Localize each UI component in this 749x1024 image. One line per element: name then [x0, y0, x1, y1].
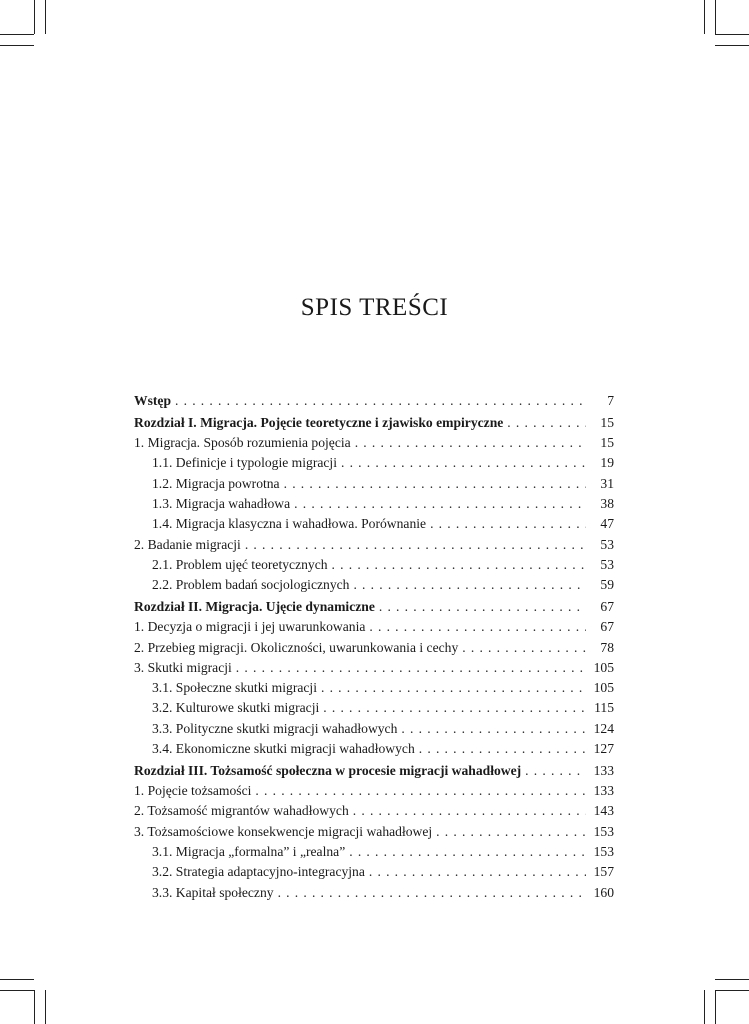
toc-entry-label: 1.4. Migracja klasyczna i wahadłowa. Porównanie	[152, 516, 427, 532]
crop-mark-bottom-left-vertical	[34, 990, 35, 1024]
toc-entry	[134, 660, 614, 680]
toc-entry-label: 2. Przebieg migracji. Okoliczności, uwarunkowania i cechy	[134, 639, 459, 655]
crop-mark-top-left-horizontal	[0, 34, 34, 35]
crop-mark-top-left-vertical	[34, 0, 35, 34]
toc-entry-page-number: 15	[600, 435, 614, 451]
toc-leader-dots	[236, 660, 586, 676]
toc-entry	[134, 393, 614, 413]
crop-mark-top-right-horizontal	[715, 34, 749, 35]
toc-entry-label: 3.2. Strategia adaptacyjno-integracyjna	[152, 864, 365, 880]
toc-entry-page-number: 15	[600, 414, 614, 430]
toc-entry	[134, 516, 614, 536]
toc-leader-dots	[379, 599, 586, 615]
crop-mark-top-left-horizontal-inner	[0, 45, 34, 46]
toc-entry-page-number: 133	[593, 783, 614, 799]
toc-entry-label: 3.4. Ekonomiczne skutki migracji wahadłowych	[152, 741, 415, 757]
toc-leader-dots	[321, 680, 586, 696]
toc-entry-label: 3.1. Migracja „formalna” i „realna”	[152, 844, 346, 860]
toc-entry-page-number: 153	[593, 823, 614, 839]
toc-entry-page-number: 67	[600, 619, 614, 635]
toc-entry-label: 1. Decyzja o migracji i jej uwarunkowania	[134, 619, 366, 635]
toc-entry	[134, 680, 614, 700]
toc-entry-page-number: 59	[600, 577, 614, 593]
crop-mark-bottom-left-horizontal-inner	[0, 990, 34, 991]
toc-leader-dots	[284, 476, 586, 492]
toc-leader-dots	[353, 577, 586, 593]
toc-leader-dots	[349, 844, 586, 860]
toc-leader-dots	[430, 516, 586, 532]
toc-entry-page-number: 157	[593, 864, 614, 880]
crop-mark-top-right-vertical-inner	[715, 0, 716, 34]
toc-entry-page-number: 105	[593, 680, 614, 696]
toc-leader-dots	[341, 455, 586, 471]
toc-entry-page-number: 127	[593, 741, 614, 757]
toc-entry-page-number: 133	[593, 762, 614, 778]
toc-entry	[134, 435, 614, 455]
crop-mark-bottom-right-horizontal	[715, 979, 749, 980]
crop-mark-bottom-right-horizontal-inner	[715, 990, 749, 991]
toc-leader-dots	[355, 435, 586, 451]
toc-entry	[134, 455, 614, 475]
toc-entry	[134, 640, 614, 660]
crop-mark-bottom-left-horizontal	[0, 979, 34, 980]
toc-entry-label: Rozdział II. Migracja. Ujęcie dynamiczne	[134, 598, 375, 614]
toc-leader-dots	[401, 721, 586, 737]
toc-entry	[134, 844, 614, 864]
toc-entry	[134, 476, 614, 496]
toc-entry-page-number: 78	[600, 639, 614, 655]
toc-entry-label: 2.2. Problem badań socjologicznych	[152, 577, 350, 593]
toc-entry-label: 3.3. Kapitał społeczny	[152, 884, 274, 900]
toc-entry	[134, 415, 614, 435]
toc-entry-label: 3. Tożsamościowe konsekwencje migracji wahadłowej	[134, 823, 433, 839]
toc-leader-dots	[462, 640, 586, 656]
toc-entry-label: 2. Tożsamość migrantów wahadłowych	[134, 803, 349, 819]
toc-entry-page-number: 38	[600, 495, 614, 511]
toc-entry	[134, 885, 614, 905]
toc-entry-label: 1.3. Migracja wahadłowa	[152, 495, 291, 511]
toc-entry-page-number: 67	[600, 598, 614, 614]
toc-entry-label: 1.1. Definicje i typologie migracji	[152, 455, 337, 471]
toc-entry-label: 2.1. Problem ujęć teoretycznych	[152, 556, 328, 572]
crop-mark-bottom-right-vertical	[704, 990, 705, 1024]
toc-leader-dots	[507, 415, 586, 431]
toc-entry-label: 3.3. Polityczne skutki migracji wahadłowych	[152, 720, 398, 736]
table-of-contents	[134, 393, 614, 905]
toc-leader-dots	[353, 803, 586, 819]
toc-entry-label: 3. Skutki migracji	[134, 659, 232, 675]
toc-entry-label: Rozdział III. Tożsamość społeczna w procesie migracji wahadłowej	[134, 762, 522, 778]
toc-leader-dots	[369, 619, 586, 635]
toc-entry	[134, 537, 614, 557]
toc-entry	[134, 864, 614, 884]
toc-entry-label: Rozdział I. Migracja. Pojęcie teoretyczne i zjawisko empiryczne	[134, 414, 504, 430]
toc-leader-dots	[436, 824, 586, 840]
toc-entry-page-number: 160	[593, 884, 614, 900]
toc-entry	[134, 824, 614, 844]
toc-entry-label: 1.2. Migracja powrotna	[152, 475, 280, 491]
crop-mark-bottom-left-vertical-inner	[45, 990, 46, 1024]
toc-entry-page-number: 143	[593, 803, 614, 819]
toc-entry	[134, 599, 614, 619]
crop-mark-top-right-horizontal-inner	[715, 45, 749, 46]
toc-entry-page-number: 115	[594, 700, 614, 716]
toc-leader-dots	[369, 864, 586, 880]
toc-leader-dots	[323, 700, 586, 716]
toc-leader-dots	[175, 393, 586, 409]
toc-leader-dots	[332, 557, 586, 573]
toc-entry	[134, 741, 614, 761]
page-title: SPIS TREŚCI	[300, 294, 449, 321]
toc-leader-dots	[419, 741, 586, 757]
toc-entry-label: 3.1. Społeczne skutki migracji	[152, 680, 317, 696]
toc-entry-label: 2. Badanie migracji	[134, 536, 241, 552]
crop-mark-top-left-vertical-inner	[45, 0, 46, 34]
toc-entry	[134, 783, 614, 803]
toc-entry	[134, 763, 614, 783]
toc-leader-dots	[255, 783, 586, 799]
toc-leader-dots	[294, 496, 586, 512]
toc-entry-page-number: 105	[593, 659, 614, 675]
toc-entry-label: 1. Pojęcie tożsamości	[134, 783, 252, 799]
toc-entry-page-number: 31	[600, 475, 614, 491]
toc-leader-dots	[525, 763, 586, 779]
toc-entry-label: 3.2. Kulturowe skutki migracji	[152, 700, 320, 716]
toc-entry	[134, 577, 614, 597]
toc-leader-dots	[245, 537, 586, 553]
toc-entry-page-number: 124	[593, 720, 614, 736]
toc-entry-page-number: 7	[607, 393, 614, 408]
toc-entry-page-number: 19	[600, 455, 614, 471]
toc-entry	[134, 721, 614, 741]
toc-leader-dots	[278, 885, 586, 901]
toc-entry	[134, 700, 614, 720]
toc-entry-page-number: 53	[600, 556, 614, 572]
toc-entry-page-number: 53	[600, 536, 614, 552]
toc-entry-label: 1. Migracja. Sposób rozumienia pojęcia	[134, 435, 351, 451]
toc-entry	[134, 557, 614, 577]
toc-entry-page-number: 153	[593, 844, 614, 860]
toc-entry-label: Wstęp	[134, 393, 172, 408]
crop-mark-top-right-vertical	[704, 0, 705, 34]
toc-entry	[134, 619, 614, 639]
toc-entry	[134, 496, 614, 516]
toc-entry-page-number: 47	[600, 516, 614, 532]
crop-mark-bottom-right-vertical-inner	[715, 990, 716, 1024]
toc-entry	[134, 803, 614, 823]
